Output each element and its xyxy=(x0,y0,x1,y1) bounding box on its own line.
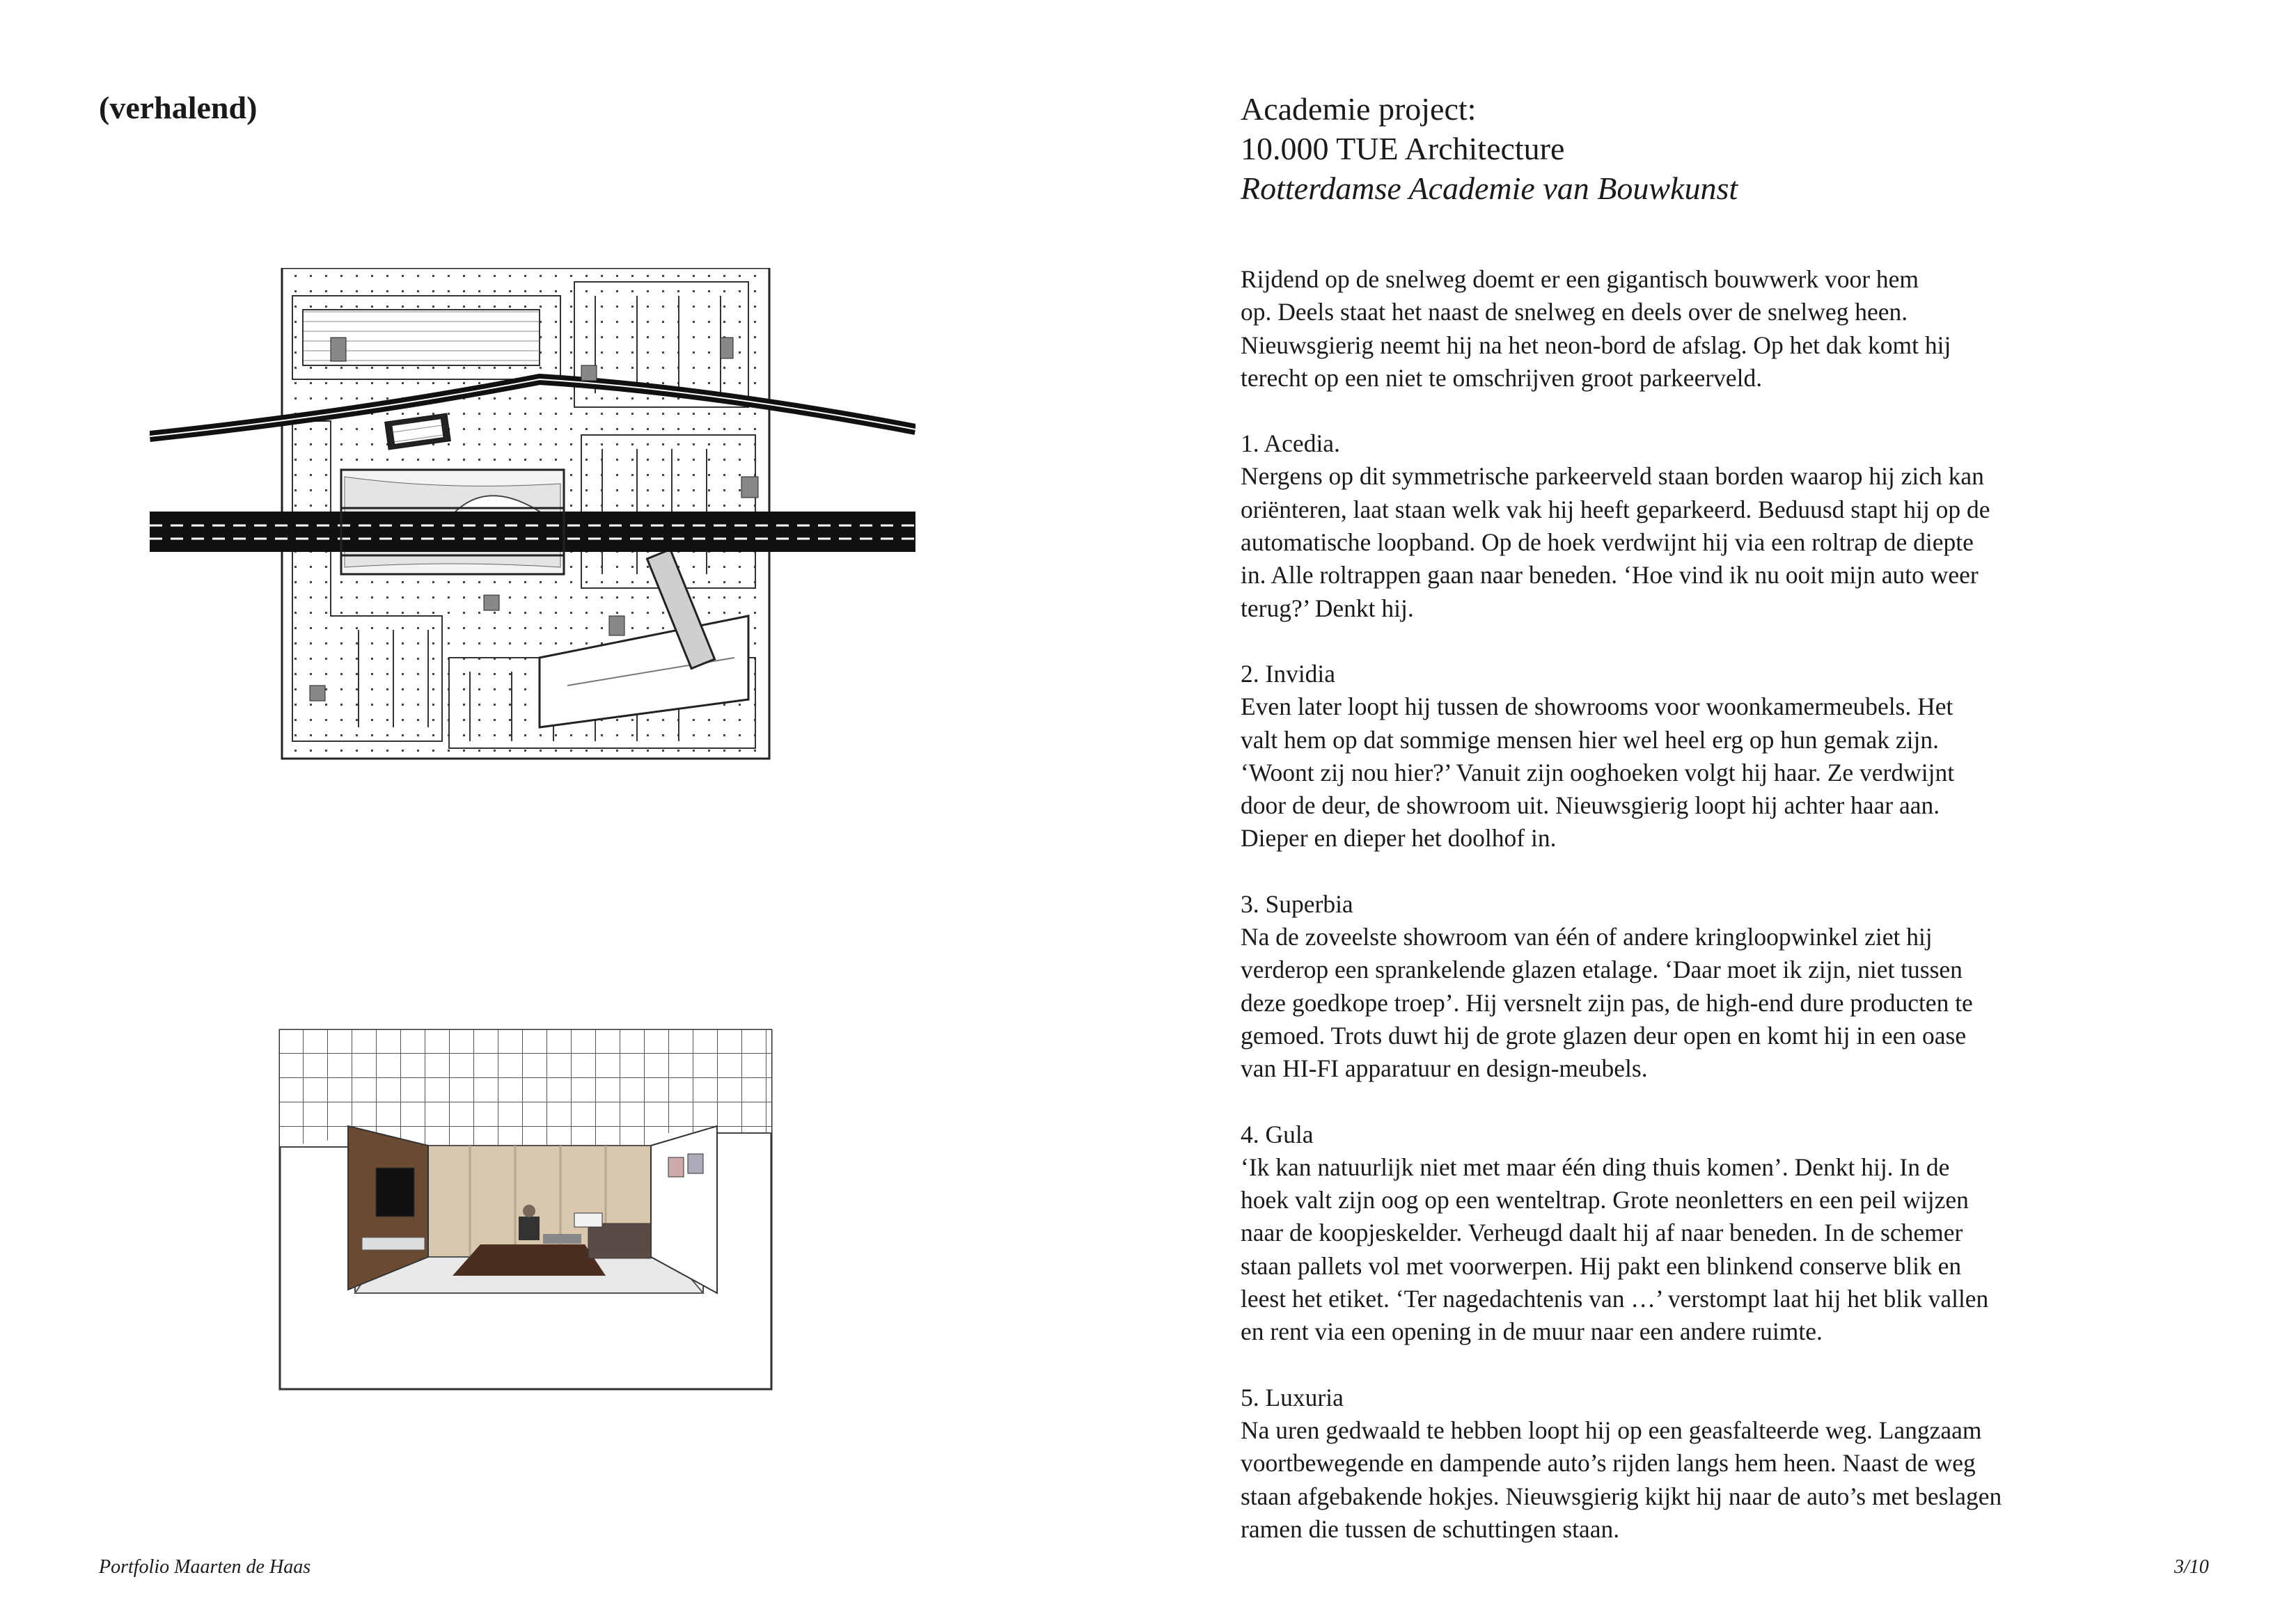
section-text: Nergens op dit symmetrische parkeerveld staan borden waarop hij zich kan oriënteren, laat staan welk vak hij heeft geparkeerd. Beduusd stapt hij op de automatische loopband. Op de hoek verdwijnt hij via een roltrap de diepte in. Alle roltrappen gaan naar beneden. ‘Hoe vind ik nu ooit mijn auto weer terug?’ Denkt hij. xyxy=(1241,462,1990,622)
section-text: Na uren gedwaald te hebben loopt hij op een geasfalteerde weg. Langzaam voortbewegende en dampende auto’s rijden langs hem heen. Naast de weg staan afgebakende hokjes. Nieuwsgierig kijkt hij naar de auto’s met beslagen ramen die tussen de schuttingen staan. xyxy=(1241,1416,2002,1543)
section-title: 1. Acedia. xyxy=(1241,429,1340,458)
site-plan-drawing xyxy=(150,268,915,769)
section-title: 5. Luxuria xyxy=(1241,1383,1344,1411)
section-label: (verhalend) xyxy=(99,90,258,125)
section-title: 4. Gula xyxy=(1241,1120,1314,1148)
section-text: Na de zoveelste showroom van één of andere kringloopwinkel ziet hij verderop een sprankelende glazen etalage. ‘Daar moet ik zijn, niet tussen deze goedkope troep’. Hij versnelt zijn pas, de high-end dure producten te gemoed. Trots duwt hij de grote glazen deur open en komt hij in een oase van HI-FI apparatuur en design-meubels. xyxy=(1241,923,1973,1083)
intro-paragraph: Rijdend op de snelweg doemt er een gigantisch bouwwerk voor hem op. Deels staat het naast de snelweg en deels over de snelweg heen. Nieuwsgierig neemt hij na het neon-bord de afslag. Op het dak komt hij terecht op een niet te omschrijven groot parkeerveld. xyxy=(1241,265,1951,392)
story-section xyxy=(1241,1381,2097,1546)
header-line-2: 10.000 TUE Architecture xyxy=(1241,131,1565,166)
header-line-3: Rotterdamse Academie van Bouwkunst xyxy=(1241,171,1738,206)
section-text: ‘Ik kan natuurlijk niet met maar één ding thuis komen’. Denkt hij. In de hoek valt zijn oog op een wenteltrap. Grote neonletters en een peil wijzen naar de koopjeskelder. Verheugd daalt hij af naar beneden. In de schemer staan pallets vol met voorwerpen. Hij pakt een blinkend conserve blik en leest het etiket. ‘Ter nagedachtenis van …’ verstompt laat hij het blik vallen en rent via een opening in de muur naar een andere ruimte. xyxy=(1241,1153,1989,1346)
section-text: Even later loopt hij tussen de showrooms voor woonkamermeubels. Het valt hem op dat sommige mensen hier wel heel erg op hun gemak zijn. ‘Woont zij nou hier?’ Vanuit zijn ooghoeken volgt hij haar. Ze verdwijnt door de deur, de showroom uit. Nieuwsgierig loopt hij achter haar aan. Dieper en dieper het doolhof in. xyxy=(1241,692,1955,853)
section-title: 3. Superbia xyxy=(1241,889,1353,918)
story-section xyxy=(1241,888,2097,1086)
section-title: 2. Invidia xyxy=(1241,659,1336,688)
page-number: 3/10 xyxy=(2174,1556,2209,1578)
story-text xyxy=(1241,263,2097,1578)
story-section xyxy=(1241,658,2097,855)
story-section xyxy=(1241,427,2097,625)
interior-perspective-drawing xyxy=(278,1029,773,1391)
header-line-1: Academie project: xyxy=(1241,91,1477,127)
project-header xyxy=(1241,89,1738,208)
story-section xyxy=(1241,1118,2097,1349)
footer-portfolio-name: Portfolio Maarten de Haas xyxy=(99,1556,311,1578)
